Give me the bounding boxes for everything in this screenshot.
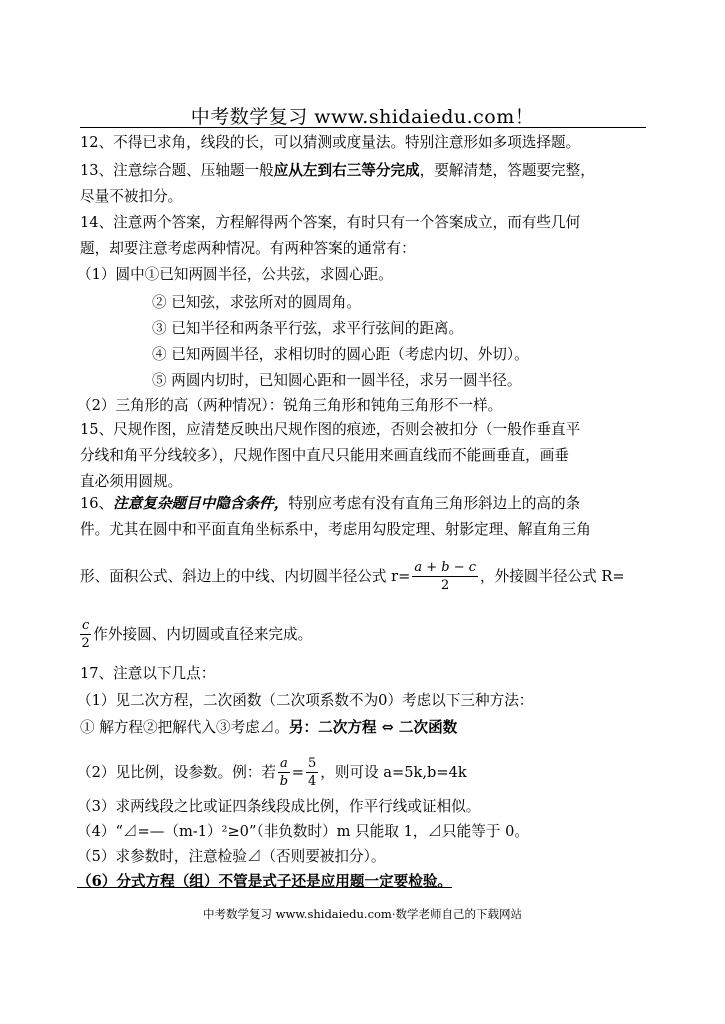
circumradius-fraction: [80, 618, 91, 652]
item-17-sub2-result: ，则可设 a=5k,b=4k: [320, 764, 467, 781]
fraction-denominator: b: [279, 774, 289, 789]
fraction-denominator: 4: [308, 774, 317, 789]
item-16-text-end: 作外接圆、内切圆或直径来完成。: [93, 626, 313, 643]
equals-sign: =: [291, 764, 305, 781]
fraction-numerator: c: [82, 618, 90, 633]
item-17-sub1: （1）见二次方程，二次函数（二次项系数不为0）考虑以下三种方法：: [77, 692, 534, 709]
item-17-sub4: （4）“⊿=—（m-1）²≥0”（非负数时）m 只能取 1，⊿只能等于 0。: [77, 823, 529, 840]
item-14-sub2: ② 已知弦，求弦所对的圆周角。: [152, 294, 361, 311]
inradius-fraction: [412, 560, 478, 594]
item-16-text: 特别应考虑有没有直角三角形斜边上的高的条: [288, 495, 581, 512]
item-16-line2: 件。尤其在圆中和平面直角坐标系中，考虑用勾股定理、射影定理、解直角三角: [80, 521, 591, 538]
item-17-methods-text: ① 解方程②把解代入③考虑⊿。: [80, 719, 289, 736]
item-14-line1: 14、注意两个答案，方程解得两个答案，有时只有一个答案成立，而有些几何: [80, 214, 581, 231]
ratio-fraction-54: [306, 756, 318, 790]
item-15-line1: 15、尺规作图，应清楚反映出尺规作图的痕迹，否则会被扣分（一般作垂直平: [80, 421, 581, 438]
item-14-sub6: （2）三角形的高（两种情况）：锐角三角形和钝角三角形不一样。: [77, 397, 503, 414]
fraction-numerator: 5: [308, 756, 317, 771]
fraction-denominator: 2: [81, 636, 90, 651]
item-14-sub4: ④ 已知两圆半径，求相切时的圆心距（考虑内切、外切）。: [152, 346, 529, 363]
fraction-numerator: a: [280, 756, 288, 771]
item-15-line3: 直必须用圆规。: [80, 473, 183, 490]
item-17-sub6: （6）分式方程（组）不管是式子还是应用题一定要检验。: [77, 873, 453, 890]
item-16-line4: [80, 618, 312, 652]
ratio-fraction-ab: [278, 756, 290, 790]
item-13-line2: 尽量不被扣分。: [80, 188, 183, 205]
item-14-line2: 题，却要注意考虑两种情况。有两种答案的通常有：: [80, 240, 416, 257]
item-14-sub1: （1）圆中①已知两圆半径，公共弦，求圆心距。: [77, 266, 393, 283]
item-17-sub1-methods: [80, 718, 457, 738]
item-15-line2: 分线和角平分线较多），尺规作图中直尺只能用来画直线而不能画垂直，画垂: [80, 447, 569, 464]
item-16-emphasis: 注意复杂题目中隐含条件，: [113, 495, 289, 512]
fraction-denominator: 2: [441, 578, 450, 593]
item-13-line1: [80, 161, 595, 181]
item-12: 12、不得已求角，线段的长，可以猜测或度量法。特别注意形如多项选择题。: [80, 134, 581, 151]
item-16-text-formula: 形、面积公式、斜边上的中线、内切圆半径公式 r=: [80, 568, 411, 585]
item-13-text: 13、注意综合题、压轴题一般: [80, 162, 274, 179]
item-16-text-formula2: ，外接圆半径公式 R=: [480, 568, 625, 585]
page-header-title: 中考数学复习 www.shidaiedu.com！: [190, 106, 535, 128]
item-17-equivalence: 另：二次方程 ⇔ 二次函数: [288, 719, 458, 736]
item-17-heading: 17、注意以下几点：: [80, 665, 216, 682]
item-14-sub5: ⑤ 两圆内切时，已知圆心距和一圆半径，求另一圆半径。: [152, 372, 522, 389]
item-16-line3: [80, 560, 625, 594]
header-divider: [80, 127, 646, 128]
item-13-emphasis: 应从左到右三等分完成: [273, 162, 420, 179]
item-17-sub5: （5）求参数时，注意检验⊿（否则要被扣分）。: [77, 848, 386, 865]
item-16-line1: [80, 494, 580, 514]
fraction-numerator: a + b − c: [414, 560, 476, 575]
item-14-sub3: ③ 已知半径和两条平行弦，求平行弦间的距离。: [152, 320, 464, 337]
item-17-sub2: [77, 756, 467, 790]
item-13-text-cont: ，要解清楚，答题要完整，: [419, 162, 595, 179]
item-16-number: 16、: [80, 495, 114, 512]
page-footer: 中考数学复习 www.shidaiedu.com·数学老师自己的下载网站: [202, 907, 522, 921]
item-17-sub3: （3）求两线段之比或证四条线段成比例，作平行线或证相似。: [77, 798, 481, 815]
item-17-sub2-text: （2）见比例，设参数。例：若: [77, 764, 277, 781]
